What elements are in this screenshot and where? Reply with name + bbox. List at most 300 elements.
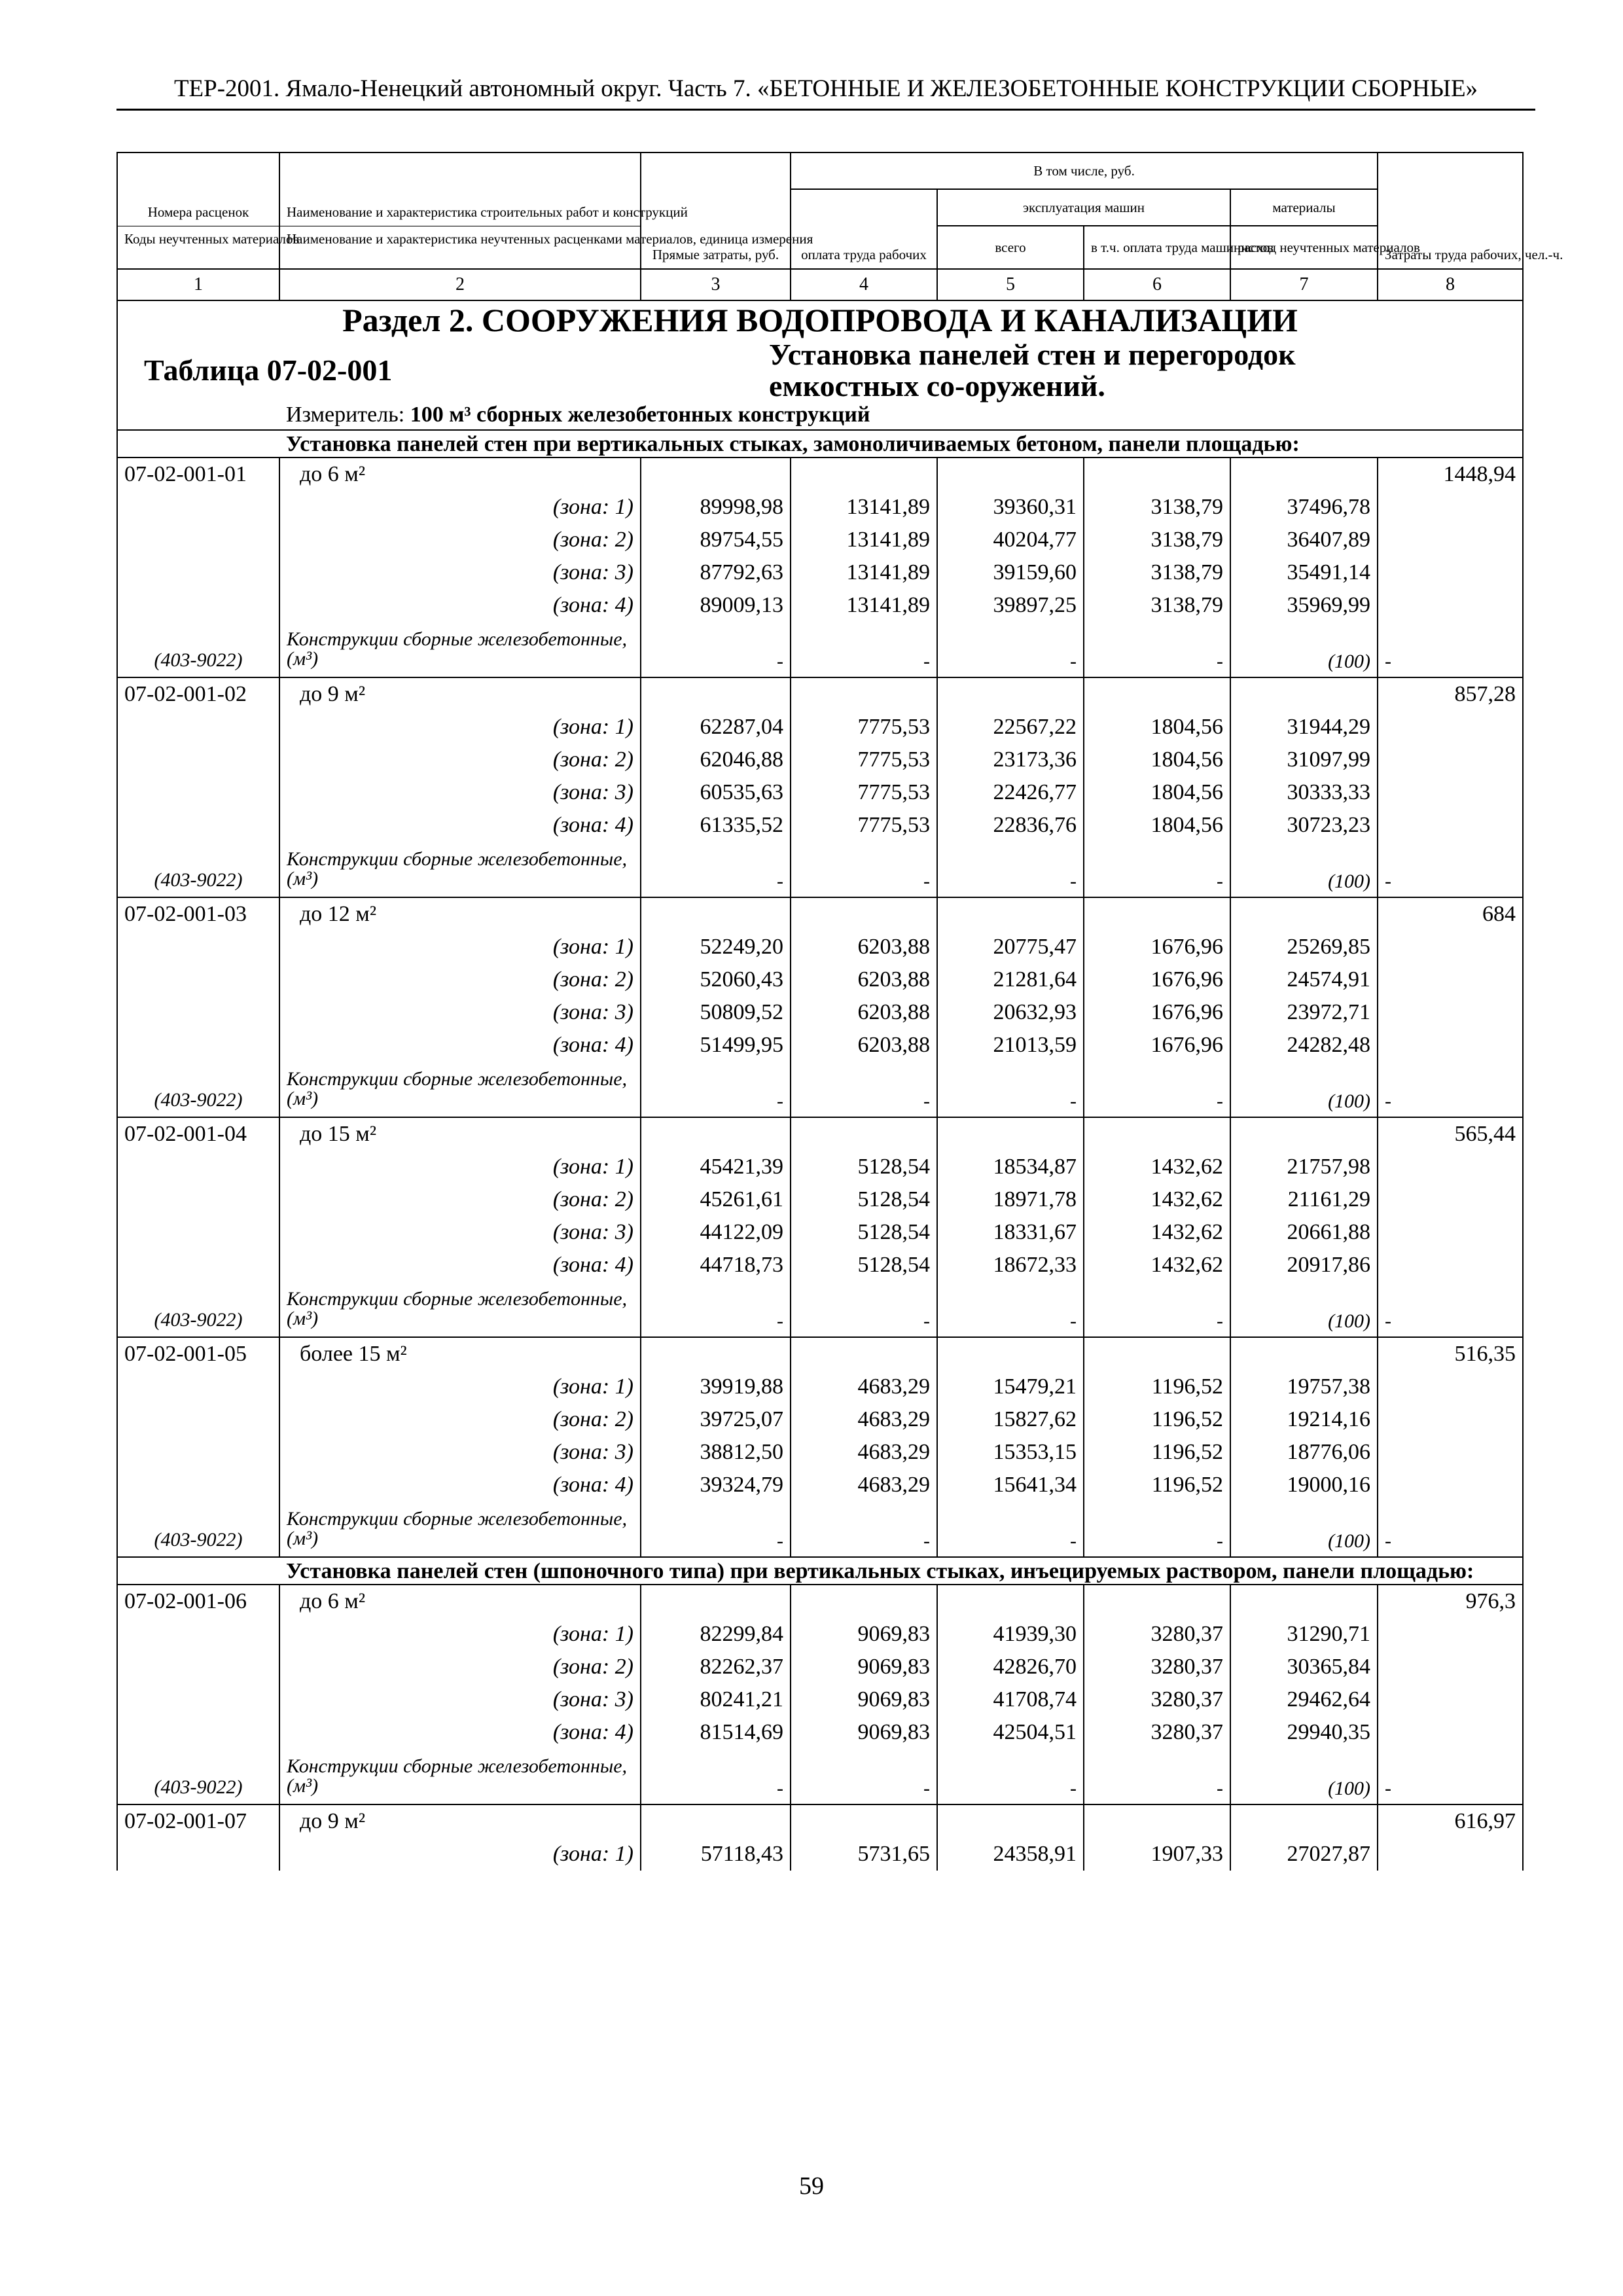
material-name: Конструкции сборные железобетонные, (м³): [279, 1501, 641, 1557]
zone-label: (зона: 1): [279, 931, 641, 963]
empty-cell: [791, 457, 937, 491]
empty-cell: [1378, 1249, 1523, 1282]
material-dash: -: [1084, 1749, 1230, 1804]
table-body: [117, 152, 1563, 1871]
direct-cost: 39324,79: [641, 1469, 791, 1501]
labor-pay: 7775,53: [791, 809, 937, 842]
direct-cost: 61335,52: [641, 809, 791, 842]
zone-label: (зона: 3): [279, 776, 641, 809]
machines-total: 18534,87: [937, 1151, 1084, 1183]
empty-cell: [641, 1117, 791, 1151]
machinists-pay: 3280,37: [1084, 1716, 1230, 1749]
materials: 35969,99: [1230, 589, 1378, 622]
material-code: (403-9022): [117, 1282, 279, 1337]
empty-cell: [1378, 1183, 1523, 1216]
machines-total: 41708,74: [937, 1683, 1084, 1716]
material-dash: -: [791, 1062, 937, 1117]
machinists-pay: 1432,62: [1084, 1216, 1230, 1249]
labor-pay: 5128,54: [791, 1183, 937, 1216]
labor-pay: 6203,88: [791, 963, 937, 996]
material-dash: -: [937, 1062, 1084, 1117]
rate-name: до 9 м²: [279, 1804, 641, 1838]
empty-cell: [1378, 1651, 1523, 1683]
section-title: Раздел 2. СООРУЖЕНИЯ ВОДОПРОВОДА И КАНАЛИЗАЦИИ: [117, 300, 1523, 339]
header-unaccounted-codes: Коды неучтенных материалов: [117, 226, 279, 269]
empty-cell: [117, 776, 279, 809]
header-work-name: Наименование и характеристика строительных работ и конструкций: [279, 152, 641, 226]
materials: 36407,89: [1230, 524, 1378, 556]
empty-cell: [1378, 776, 1523, 809]
zone-label: (зона: 4): [279, 1716, 641, 1749]
empty-cell: [1084, 897, 1230, 931]
page-number: 59: [799, 2172, 824, 2200]
zone-row: [117, 1469, 1523, 1501]
zone-row: [117, 1651, 1523, 1683]
machines-total: 18672,33: [937, 1249, 1084, 1282]
machinists-pay: 1804,56: [1084, 744, 1230, 776]
material-name: Конструкции сборные железобетонные, (м³): [279, 1062, 641, 1117]
empty-cell: [1378, 1469, 1523, 1501]
header-unaccounted-names: Наименование и характеристика неучтенных расценками материалов, единица измерения: [279, 226, 641, 269]
zone-label: (зона: 2): [279, 1403, 641, 1436]
labor-pay: 9069,83: [791, 1618, 937, 1651]
machines-total: 20632,93: [937, 996, 1084, 1029]
material-dash: -: [1084, 842, 1230, 897]
material-dash: -: [937, 842, 1084, 897]
empty-cell: [1084, 677, 1230, 711]
machines-total: 22836,76: [937, 809, 1084, 842]
material-labor-dash: -: [1378, 1501, 1523, 1557]
rate-code: 07-02-001-02: [117, 677, 279, 711]
labor-pay: 5128,54: [791, 1249, 937, 1282]
rate-row: [117, 1117, 1523, 1151]
materials: 27027,87: [1230, 1838, 1378, 1871]
direct-cost: 82299,84: [641, 1618, 791, 1651]
rate-row: [117, 677, 1523, 711]
machinists-pay: 1196,52: [1084, 1371, 1230, 1403]
zone-label: (зона: 1): [279, 711, 641, 744]
zone-label: (зона: 3): [279, 1216, 641, 1249]
column-number: 7: [1230, 269, 1378, 300]
zone-row: [117, 776, 1523, 809]
materials: 19000,16: [1230, 1469, 1378, 1501]
machinists-pay: 1804,56: [1084, 776, 1230, 809]
material-name: Конструкции сборные железобетонные, (м³): [279, 1282, 641, 1337]
empty-cell: [1378, 1371, 1523, 1403]
zone-label: (зона: 2): [279, 1651, 641, 1683]
materials: 24574,91: [1230, 963, 1378, 996]
group-heading-row: [117, 1557, 1523, 1585]
material-dash: -: [791, 1282, 937, 1337]
material-dash: -: [791, 1749, 937, 1804]
empty-cell: [1378, 1436, 1523, 1469]
labor-pay: 5731,65: [791, 1838, 937, 1871]
direct-cost: 52249,20: [641, 931, 791, 963]
empty-cell: [117, 996, 279, 1029]
zone-row: [117, 1436, 1523, 1469]
material-labor-dash: -: [1378, 1062, 1523, 1117]
direct-cost: 89998,98: [641, 491, 791, 524]
materials: 21757,98: [1230, 1151, 1378, 1183]
material-dash: -: [641, 622, 791, 677]
measure-prefix: Измеритель:: [286, 403, 410, 427]
rate-name: до 9 м²: [279, 677, 641, 711]
empty-cell: [1378, 1216, 1523, 1249]
zone-row: [117, 1183, 1523, 1216]
empty-cell: [937, 1804, 1084, 1838]
direct-cost: 44718,73: [641, 1249, 791, 1282]
table-label: Таблица 07-02-001: [117, 339, 641, 402]
header-direct-costs: Прямые затраты, руб.: [641, 152, 791, 269]
material-name: Конструкции сборные железобетонные, (м³): [279, 1749, 641, 1804]
direct-cost: 39725,07: [641, 1403, 791, 1436]
zone-label: (зона: 4): [279, 589, 641, 622]
machinists-pay: 1676,96: [1084, 1029, 1230, 1062]
empty-cell: [1378, 1838, 1523, 1871]
rate-row: [117, 897, 1523, 931]
zone-label: (зона: 3): [279, 1683, 641, 1716]
materials: 30723,23: [1230, 809, 1378, 842]
zone-row: [117, 1403, 1523, 1436]
labor-pay: 6203,88: [791, 1029, 937, 1062]
zone-label: (зона: 1): [279, 1618, 641, 1651]
column-number: 3: [641, 269, 791, 300]
empty-cell: [1084, 1585, 1230, 1618]
material-labor-dash: -: [1378, 842, 1523, 897]
empty-cell: [1378, 963, 1523, 996]
zone-row: [117, 524, 1523, 556]
materials: 19214,16: [1230, 1403, 1378, 1436]
zone-row: [117, 491, 1523, 524]
labor-pay: 7775,53: [791, 711, 937, 744]
materials: 31290,71: [1230, 1618, 1378, 1651]
empty-cell: [1378, 491, 1523, 524]
machinists-pay: 1676,96: [1084, 996, 1230, 1029]
machinists-pay: 1432,62: [1084, 1249, 1230, 1282]
rate-labor: 565,44: [1378, 1117, 1523, 1151]
material-dash: -: [791, 622, 937, 677]
machinists-pay: 1196,52: [1084, 1436, 1230, 1469]
header-materials: материалы: [1230, 189, 1378, 226]
material-dash: -: [641, 1501, 791, 1557]
empty-cell: [641, 677, 791, 711]
machinists-pay: 1676,96: [1084, 963, 1230, 996]
empty-cell: [791, 677, 937, 711]
machinists-pay: 3138,79: [1084, 524, 1230, 556]
empty-cell: [117, 1151, 279, 1183]
zone-row: [117, 556, 1523, 589]
material-dash: -: [1084, 1282, 1230, 1337]
labor-pay: 4683,29: [791, 1436, 937, 1469]
rate-labor: 684: [1378, 897, 1523, 931]
labor-pay: 13141,89: [791, 556, 937, 589]
group-spacer: [117, 430, 279, 457]
machinists-pay: 3138,79: [1084, 589, 1230, 622]
material-dash: -: [937, 622, 1084, 677]
labor-pay: 6203,88: [791, 931, 937, 963]
empty-cell: [791, 1585, 937, 1618]
rate-labor: 857,28: [1378, 677, 1523, 711]
machinists-pay: 1432,62: [1084, 1151, 1230, 1183]
empty-cell: [1378, 744, 1523, 776]
zone-row: [117, 711, 1523, 744]
empty-cell: [117, 931, 279, 963]
zone-label: (зона: 1): [279, 1838, 641, 1871]
zone-label: (зона: 4): [279, 1249, 641, 1282]
material-dash: -: [937, 1282, 1084, 1337]
machines-total: 39360,31: [937, 491, 1084, 524]
materials: 30333,33: [1230, 776, 1378, 809]
empty-cell: [791, 897, 937, 931]
labor-pay: 4683,29: [791, 1403, 937, 1436]
zone-row: [117, 1618, 1523, 1651]
zone-row: [117, 1683, 1523, 1716]
machinists-pay: 1804,56: [1084, 809, 1230, 842]
empty-cell: [117, 1651, 279, 1683]
empty-cell: [1230, 1585, 1378, 1618]
empty-cell: [641, 1804, 791, 1838]
materials: 19757,38: [1230, 1371, 1378, 1403]
empty-cell: [117, 1371, 279, 1403]
machinists-pay: 1196,52: [1084, 1403, 1230, 1436]
direct-cost: 50809,52: [641, 996, 791, 1029]
material-dash: -: [791, 1501, 937, 1557]
zone-row: [117, 1716, 1523, 1749]
direct-cost: 45261,61: [641, 1183, 791, 1216]
machinists-pay: 1676,96: [1084, 931, 1230, 963]
direct-cost: 87792,63: [641, 556, 791, 589]
zone-row: [117, 996, 1523, 1029]
zone-row: [117, 1838, 1523, 1871]
materials: 31097,99: [1230, 744, 1378, 776]
direct-cost: 81514,69: [641, 1716, 791, 1749]
direct-cost: 89754,55: [641, 524, 791, 556]
empty-cell: [937, 457, 1084, 491]
labor-pay: 4683,29: [791, 1469, 937, 1501]
group-heading: Установка панелей стен (шпоночного типа) при вертикальных стыках, инъецируемых раствором, панели площадью:: [279, 1557, 1523, 1585]
machines-total: 22426,77: [937, 776, 1084, 809]
zone-label: (зона: 3): [279, 556, 641, 589]
machines-total: 23173,36: [937, 744, 1084, 776]
material-row: [117, 842, 1523, 897]
rate-labor: 1448,94: [1378, 457, 1523, 491]
empty-cell: [117, 711, 279, 744]
material-amount: (100): [1230, 1282, 1378, 1337]
direct-cost: 39919,88: [641, 1371, 791, 1403]
materials: 20661,88: [1230, 1216, 1378, 1249]
direct-cost: 45421,39: [641, 1151, 791, 1183]
rate-code: 07-02-001-01: [117, 457, 279, 491]
material-amount: (100): [1230, 1062, 1378, 1117]
material-dash: -: [641, 1282, 791, 1337]
zone-label: (зона: 4): [279, 809, 641, 842]
empty-cell: [1378, 809, 1523, 842]
header-labor-costs: Затраты труда рабочих, чел.-ч.: [1378, 152, 1523, 269]
header-machines-total: всего: [937, 226, 1084, 269]
zone-label: (зона: 2): [279, 524, 641, 556]
empty-cell: [1378, 996, 1523, 1029]
machines-total: 22567,22: [937, 711, 1084, 744]
empty-cell: [1378, 524, 1523, 556]
empty-cell: [937, 1337, 1084, 1371]
labor-pay: 13141,89: [791, 491, 937, 524]
empty-cell: [1084, 1117, 1230, 1151]
materials: 23972,71: [1230, 996, 1378, 1029]
empty-cell: [1378, 1029, 1523, 1062]
rate-labor: 976,3: [1378, 1585, 1523, 1618]
empty-cell: [1378, 589, 1523, 622]
machines-total: 24358,91: [937, 1838, 1084, 1871]
empty-cell: [1230, 457, 1378, 491]
header-machines: эксплуатация машин: [937, 189, 1230, 226]
material-dash: -: [641, 842, 791, 897]
zone-row: [117, 809, 1523, 842]
labor-pay: 7775,53: [791, 744, 937, 776]
empty-cell: [937, 897, 1084, 931]
zone-label: (зона: 2): [279, 744, 641, 776]
machines-total: 42826,70: [937, 1651, 1084, 1683]
direct-cost: 57118,43: [641, 1838, 791, 1871]
empty-cell: [641, 897, 791, 931]
rates-table: [116, 152, 1563, 1871]
direct-cost: 51499,95: [641, 1029, 791, 1062]
column-numbers-row: [117, 269, 1523, 300]
direct-cost: 89009,13: [641, 589, 791, 622]
rate-row: [117, 1585, 1523, 1618]
empty-cell: [1378, 1403, 1523, 1436]
machinists-pay: 1907,33: [1084, 1838, 1230, 1871]
material-dash: -: [937, 1501, 1084, 1557]
direct-cost: 38812,50: [641, 1436, 791, 1469]
material-code: (403-9022): [117, 1062, 279, 1117]
empty-cell: [117, 744, 279, 776]
material-dash: -: [937, 1749, 1084, 1804]
machines-total: 15827,62: [937, 1403, 1084, 1436]
empty-cell: [1230, 897, 1378, 931]
zone-label: (зона: 3): [279, 1436, 641, 1469]
material-code: (403-9022): [117, 622, 279, 677]
column-number: 6: [1084, 269, 1230, 300]
material-row: [117, 1749, 1523, 1804]
material-dash: -: [1084, 622, 1230, 677]
measure-line: [279, 402, 1523, 430]
rate-code: 07-02-001-03: [117, 897, 279, 931]
empty-cell: [117, 1716, 279, 1749]
machinists-pay: 3280,37: [1084, 1683, 1230, 1716]
material-name: Конструкции сборные железобетонные, (м³): [279, 622, 641, 677]
machines-total: 39897,25: [937, 589, 1084, 622]
machines-total: 39159,60: [937, 556, 1084, 589]
empty-cell: [937, 677, 1084, 711]
machines-total: 15641,34: [937, 1469, 1084, 1501]
zone-row: [117, 1151, 1523, 1183]
empty-cell: [117, 1838, 279, 1871]
zone-label: (зона: 2): [279, 963, 641, 996]
materials: 29940,35: [1230, 1716, 1378, 1749]
empty-cell: [117, 1029, 279, 1062]
empty-cell: [641, 1585, 791, 1618]
empty-cell: [117, 1216, 279, 1249]
empty-cell: [117, 1403, 279, 1436]
labor-pay: 5128,54: [791, 1216, 937, 1249]
materials: 24282,48: [1230, 1029, 1378, 1062]
header-labor-pay: оплата труда рабочих: [791, 189, 937, 269]
empty-cell: [1230, 1117, 1378, 1151]
rate-code: 07-02-001-07: [117, 1804, 279, 1838]
material-labor-dash: -: [1378, 622, 1523, 677]
machines-total: 18971,78: [937, 1183, 1084, 1216]
labor-pay: 9069,83: [791, 1651, 937, 1683]
rate-row: [117, 1804, 1523, 1838]
materials: 20917,86: [1230, 1249, 1378, 1282]
material-amount: (100): [1230, 842, 1378, 897]
empty-cell: [1378, 556, 1523, 589]
labor-pay: 9069,83: [791, 1716, 937, 1749]
zone-row: [117, 931, 1523, 963]
empty-cell: [791, 1337, 937, 1371]
machines-total: 40204,77: [937, 524, 1084, 556]
header-rate-number: Номера расценок: [117, 152, 279, 226]
empty-cell: [117, 491, 279, 524]
zone-label: (зона: 4): [279, 1029, 641, 1062]
zone-label: (зона: 4): [279, 1469, 641, 1501]
empty-cell: [1230, 1337, 1378, 1371]
labor-pay: 4683,29: [791, 1371, 937, 1403]
empty-cell: [791, 1804, 937, 1838]
empty-cell: [641, 1337, 791, 1371]
materials: 30365,84: [1230, 1651, 1378, 1683]
material-labor-dash: -: [1378, 1749, 1523, 1804]
empty-cell: [1084, 1337, 1230, 1371]
rate-code: 07-02-001-04: [117, 1117, 279, 1151]
direct-cost: 60535,63: [641, 776, 791, 809]
empty-cell: [117, 1683, 279, 1716]
empty-cell: [117, 589, 279, 622]
machinists-pay: 1804,56: [1084, 711, 1230, 744]
empty-cell: [1230, 677, 1378, 711]
rate-name: до 15 м²: [279, 1117, 641, 1151]
empty-cell: [937, 1585, 1084, 1618]
machines-total: 15353,15: [937, 1436, 1084, 1469]
empty-cell: [1378, 1618, 1523, 1651]
column-number: 4: [791, 269, 937, 300]
column-number: 1: [117, 269, 279, 300]
direct-cost: 62287,04: [641, 711, 791, 744]
direct-cost: 44122,09: [641, 1216, 791, 1249]
machinists-pay: 1196,52: [1084, 1469, 1230, 1501]
empty-cell: [117, 1249, 279, 1282]
zone-row: [117, 1249, 1523, 1282]
empty-cell: [117, 1469, 279, 1501]
zone-label: (зона: 2): [279, 1183, 641, 1216]
zone-row: [117, 963, 1523, 996]
machinists-pay: 1432,62: [1084, 1183, 1230, 1216]
machines-total: 20775,47: [937, 931, 1084, 963]
machinists-pay: 3138,79: [1084, 556, 1230, 589]
zone-label: (зона: 3): [279, 996, 641, 1029]
empty-cell: [1378, 931, 1523, 963]
direct-cost: 80241,21: [641, 1683, 791, 1716]
zone-label: (зона: 1): [279, 1371, 641, 1403]
material-code: (403-9022): [117, 1501, 279, 1557]
header-unaccounted-materials: расход неучтенных материалов: [1230, 226, 1378, 269]
material-dash: -: [791, 842, 937, 897]
labor-pay: 13141,89: [791, 524, 937, 556]
rate-name: до 6 м²: [279, 1585, 641, 1618]
empty-cell: [117, 524, 279, 556]
rate-code: 07-02-001-05: [117, 1337, 279, 1371]
machinists-pay: 3280,37: [1084, 1618, 1230, 1651]
